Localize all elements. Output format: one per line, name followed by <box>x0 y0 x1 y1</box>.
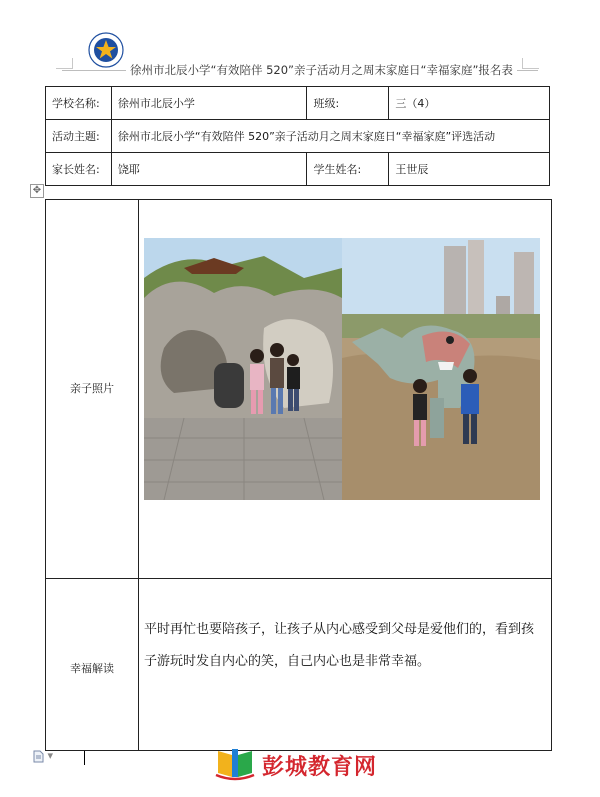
table-move-handle-icon[interactable]: ✥ <box>30 184 44 198</box>
school-label: 学校名称: <box>46 87 112 120</box>
reading-label: 幸福解读 <box>70 662 114 675</box>
theme-value[interactable]: 徐州市北辰小学“有效陪伴 520”亲子活动月之周末家庭日“幸福家庭”评选活动 <box>111 120 549 153</box>
student-label: 学生姓名: <box>307 153 389 186</box>
reading-text[interactable]: 平时再忙也要陪孩子，让孩子从内心感受到父母是爱他们的，看到孩子游玩时发自内心的笑，自己内心也是非常幸福。 <box>144 622 535 669</box>
column-divider <box>138 200 139 750</box>
school-logo-icon <box>88 32 124 68</box>
main-table <box>45 199 552 751</box>
watermark-books-icon <box>214 745 256 785</box>
photo-label: 亲子照片 <box>70 382 114 395</box>
table-row <box>46 120 550 153</box>
parent-label: 家长姓名: <box>46 153 112 186</box>
table-row <box>46 153 550 186</box>
chevron-down-icon[interactable]: ▾ <box>47 749 54 762</box>
document-icon[interactable] <box>33 749 53 763</box>
class-label: 班级: <box>307 87 389 120</box>
parent-value[interactable]: 饶耶 <box>111 153 307 186</box>
school-value[interactable]: 徐州市北辰小学 <box>111 87 307 120</box>
watermark <box>214 744 377 786</box>
page-header <box>62 30 538 80</box>
info-table <box>45 86 550 186</box>
student-value[interactable]: 王世辰 <box>389 153 550 186</box>
family-photo-rockery <box>144 238 342 500</box>
page-title: 徐州市北辰小学“有效陪伴 520”亲子活动月之周末家庭日“幸福家庭”报名表 <box>126 62 517 78</box>
table-row <box>46 87 550 120</box>
theme-label: 活动主题: <box>46 120 112 153</box>
row-divider <box>46 578 551 579</box>
watermark-text: 彭城教育网 <box>262 754 378 780</box>
family-photo-dinosaur <box>342 238 540 500</box>
text-cursor <box>84 751 85 765</box>
class-value[interactable]: 三（4） <box>389 87 550 120</box>
